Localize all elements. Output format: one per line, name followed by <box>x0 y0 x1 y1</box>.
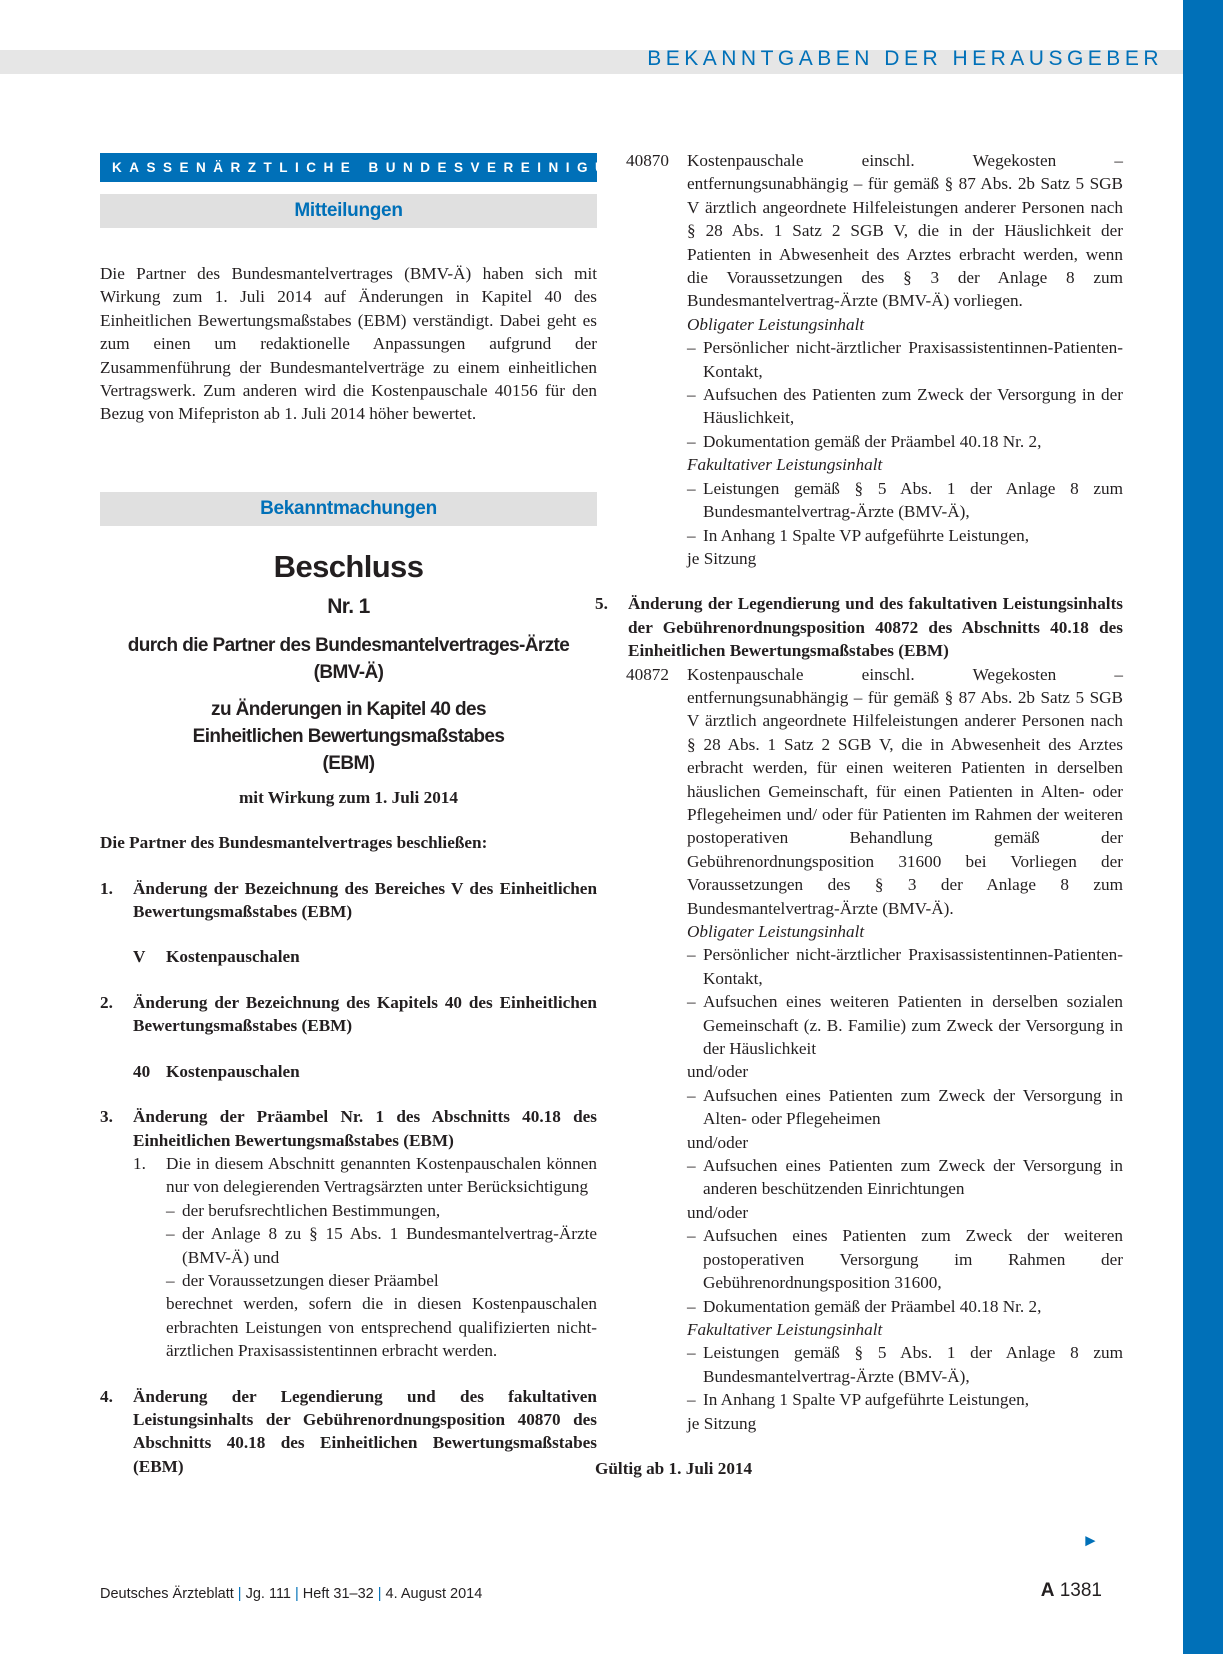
list-item <box>100 991 597 1038</box>
list-item <box>100 877 597 924</box>
und-oder: und/oder <box>687 1132 749 1152</box>
beschluss-effective-date: mit Wirkung zum 1. Juli 2014 <box>238 787 458 807</box>
page-prefix: A <box>1040 1580 1055 1601</box>
item-number: 4. <box>100 1386 113 1406</box>
chapter-designation <box>133 945 597 968</box>
je-sitzung: je Sitzung <box>687 1413 757 1433</box>
designation-code: 40 <box>133 1061 151 1081</box>
arrow-right-icon: ► <box>1082 1531 1099 1550</box>
item-number: 3. <box>100 1107 113 1127</box>
dash-item: – der Anlage 8 zu § 15 Abs. 1 Bundesmantelvertrag-Ärzte (BMV-Ä) und <box>166 1224 597 1267</box>
page-number-value: 1381 <box>1059 1580 1102 1601</box>
gop-entry-40870 <box>626 149 1123 570</box>
mitteilung-paragraph: Die Partner des Bundesmantelvertrages (BMV-Ä) haben sich mit Wirkung zum 1. Juli 2014 auf Änderungen in Kapitel 40 des Einheitlichen Bewertungsmaßstabes (EBM) verständigt. Dabei geht es zum einen um redaktionelle Anpassungen aufgrund der Zusammenführung der Bundesmantelverträge zu einem einheitlichen Vertragswerk. Zum anderen wird die Kostenpauschale 40156 für den Bezug von Mifepriston ab 1. Juli 2014 höher bewertet. <box>100 264 597 424</box>
beschluss-intro: Die Partner des Bundesmantelvertrages beschließen: <box>100 833 488 853</box>
beschluss-title: Beschluss <box>273 548 424 584</box>
beschluss-parties: durch die Partner des Bundesmantelvertrages-Ärzte (BMV-Ä) <box>127 634 570 683</box>
dash-item: – Dokumentation gemäß der Präambel 40.18 Nr. 2, <box>687 431 1042 451</box>
dash-item: – Persönlicher nicht-ärztlicher Praxisassistentinnen-Patienten-Kontakt, <box>687 338 1123 381</box>
je-sitzung: je Sitzung <box>687 548 757 568</box>
item-title: Änderung der Bezeichnung des Bereiches V des Einheitlichen Bewertungsmaßstabes (EBM) <box>133 878 597 922</box>
right-column <box>595 149 1123 1480</box>
journal-volume: Jg. 111 <box>245 1586 291 1602</box>
fakultativ-label: Fakultativer Leistungsinhalt <box>687 1319 883 1339</box>
journal-issue: Heft 31–32 <box>302 1586 374 1602</box>
list-item <box>595 592 1123 662</box>
dash-item: – Dokumentation gemäß der Präambel 40.18 Nr. 2, <box>687 1296 1042 1316</box>
obligat-label: Obligater Leistungsinhalt <box>687 314 865 334</box>
gop-description: Kostenpauschale einschl. Wegekosten – entfernungsunabhängig – für gemäß § 87 Abs. 2b Satz 5 SGB V ärztlich angeordnete Hilfeleistungen anderer Personen nach § 28 Abs. 1 Satz 2 SGB V, die in Abwesenheit des Arztes erbracht werden, für einen weiteren Patienten in derselben häuslichen Gemeinschaft, für einen Patienten in Alten- oder Pflegeheimen und/ oder für Patienten im Rahmen der weiteren postoperativen Behandlung gemäß der Gebührenordnungsposition 31600 bei Vorliegen der Voraussetzungen des § 3 der Anlage 8 zum Bundesmantelvertrag-Ärzte (BMV-Ä). <box>687 664 1123 918</box>
dash-item: – In Anhang 1 Spalte VP aufgeführte Leistungen, <box>687 525 1030 545</box>
gop-entry-40872 <box>626 663 1123 1435</box>
dash-item: – Aufsuchen des Patienten zum Zweck der Versorgung in der Häuslichkeit, <box>687 385 1123 428</box>
preamble-tail: berechnet werden, sofern die in diesen Kostenpauschalen erbrachten Leistungen von entsprechend qualifizierten nicht-ärztlichen Praxisassistentinnen erbracht werden. <box>166 1294 597 1361</box>
dash-item: – Leistungen gemäß § 5 Abs. 1 der Anlage 8 zum Bundesmantelvertrag-Ärzte (BMV-Ä), <box>687 478 1123 522</box>
dash-item: – In Anhang 1 Spalte VP aufgeführte Leistungen, <box>687 1390 1030 1410</box>
dash-item: – Aufsuchen eines Patienten zum Zweck der Versorgung in anderen beschützenden Einrichtungen <box>687 1156 1123 1199</box>
gop-code: 40870 <box>626 151 669 170</box>
gop-description: Kostenpauschale einschl. Wegekosten – entfernungsunabhängig – für gemäß § 87 Abs. 2b Satz 5 SGB V ärztlich angeordnete Hilfeleistungen anderer Personen nach § 28 Abs. 1 Satz 2 SGB V, die in der Häuslichkeit der Patienten in Abwesenheit des Arztes erbracht werden, wenn die Voraussetzungen des § 3 der Anlage 8 zum Bundesmantelvertrag-Ärzte (BMV-Ä) vorliegen. <box>687 151 1123 311</box>
item-number: 2. <box>100 992 113 1012</box>
item-title: Änderung der Bezeichnung des Kapitels 40 des Einheitlichen Bewertungsmaßstabes (EBM) <box>133 992 597 1036</box>
item-title: Änderung der Legendierung und des fakultativen Leistungsinhalts der Gebührenordnungsposition 40870 des Abschnitts 40.18 des Einheitlichen Bewertungsmaßstabes (EBM) <box>133 1386 597 1476</box>
list-item <box>100 1385 597 1479</box>
dash-item: – der Voraussetzungen dieser Präambel <box>166 1270 439 1290</box>
item-number: 1. <box>100 878 113 898</box>
preamble-number: 1. <box>133 1153 146 1173</box>
designation-text: Kostenpauschalen <box>166 947 300 967</box>
und-oder: und/oder <box>687 1202 749 1222</box>
item-title: Änderung der Legendierung und des fakultativen Leistungsinhalts der Gebührenordnungsposition 40872 des Abschnitts 40.18 des Einheitlichen Bewertungsmaßstabes (EBM) <box>628 594 1123 661</box>
page-number <box>1041 1580 1102 1602</box>
beschluss-subject: zu Änderungen in Kapitel 40 des Einheitlichen Bewertungsmaßstabes (EBM) <box>192 698 505 774</box>
footer-citation: Deutsches Ärzteblatt | Jg. 111 | Heft 31–32 | 4. August 2014 <box>100 1586 483 1602</box>
fakultativ-label: Fakultativer Leistungsinhalt <box>687 455 883 475</box>
dash-item: – Aufsuchen eines Patienten zum Zweck der weiteren postoperativen Versorgung im Rahmen der Gebührenordnungsposition 31600, <box>687 1226 1123 1293</box>
section-header: BEKANNTGABEN DER HERAUSGEBER <box>647 47 1163 70</box>
dash-item: – Leistungen gemäß § 5 Abs. 1 der Anlage 8 zum Bundesmantelvertrag-Ärzte (BMV-Ä), <box>687 1343 1123 1386</box>
gop-code: 40872 <box>626 664 669 684</box>
dash-item: – Aufsuchen eines weiteren Patienten in derselben sozialen Gemeinschaft (z. B. Familie) zum Zweck der Versorgung in der Häuslichkeit <box>687 992 1123 1059</box>
chapter-designation <box>133 1060 597 1083</box>
dash-item: – Persönlicher nicht-ärztlicher Praxisassistentinnen-Patienten-Kontakt, <box>687 945 1123 988</box>
mitteilungen-heading: Mitteilungen <box>100 194 597 228</box>
organization-bar: KASSENÄRZTLICHE BUNDESVEREINIGUNG <box>100 153 597 182</box>
designation-code: V <box>133 947 146 967</box>
item-title: Änderung der Präambel Nr. 1 des Abschnitts 40.18 des Einheitlichen Bewertungsmaßstabes (EBM) <box>133 1107 597 1150</box>
und-oder: und/oder <box>687 1062 749 1082</box>
journal-name: Deutsches Ärzteblatt <box>100 1586 234 1602</box>
list-item <box>100 1105 597 1152</box>
valid-from: Gültig ab 1. Juli 2014 <box>595 1458 753 1478</box>
edge-color-bar <box>1183 0 1223 1654</box>
journal-date: 4. August 2014 <box>385 1586 483 1602</box>
bekanntmachungen-heading: Bekanntmachungen <box>100 492 597 526</box>
designation-text: Kostenpauschalen <box>166 1061 300 1081</box>
item-number: 5. <box>595 594 608 614</box>
dash-item: – Aufsuchen eines Patienten zum Zweck der Versorgung in Alten- oder Pflegeheimen <box>687 1085 1123 1129</box>
beschluss-number: Nr. 1 <box>327 594 370 618</box>
preamble-point <box>133 1152 597 1363</box>
obligat-label: Obligater Leistungsinhalt <box>687 922 865 941</box>
preamble-text: Die in diesem Abschnitt genannten Kostenpauschalen können nur von delegierenden Vertragsärzten unter Berücksichtigung <box>166 1153 597 1197</box>
dash-item: – der berufsrechtlichen Bestimmungen, <box>166 1200 441 1220</box>
